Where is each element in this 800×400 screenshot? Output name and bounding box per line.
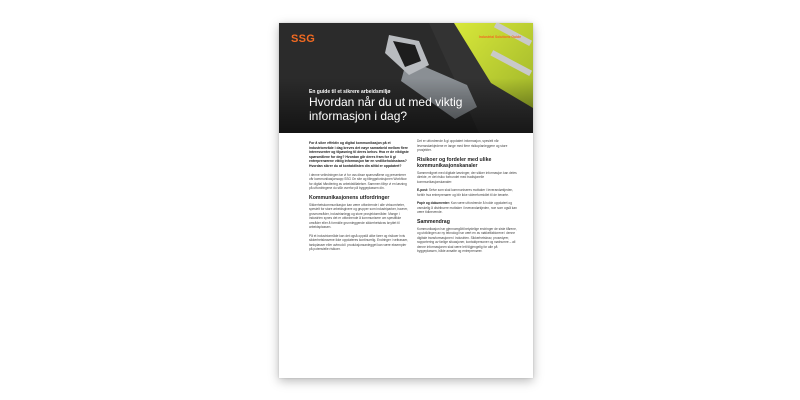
page-title: Hvordan når du ut med viktig informasjon i dag? [309,95,463,123]
challenges-paragraph-1: Sikkerhetskommunikasjon kan være utfordrende i alle virksomheter, spesielt for store arbeidsgivere og grupper som industriparker, havner, gruveområder, industrianlegg og store prosjektområder. Mange i industrien synes det er utfordrende å kommunisere om spesifikke områder eller å formidle grunnleggende sikkerhetskrav knyttet til arbeidsplassen. [309,202,408,230]
lead-paragraph: For å sikre effektiv og digital kommunikasjon på et industriområde i dag kreves det nøye samarbeid mellom flere interessenter og tilpasning til deres behov. Hva er de viktigste spørsmålene for deg? Hvordan går deres fram for å gi entreprenørene viktig informasjon før en vedlikeholdsstans? Hvordan sikrer du at kontaktlisten din alltid er oppdatert? [309,141,409,168]
right-column [417,139,517,258]
ssg-logo: SSG [291,33,316,45]
risks-paragraph: Sammenlignet med digitale løsninger, der sikker informasjon kan deles direkte, er det risiko forbundet med tradisjonelle kommunikasjonskanaler: [417,170,517,184]
section-heading-risks: Risikoer og fordeler med ulike kommunikasjonskanaler [417,156,492,169]
section-heading-summary: Sammendrag [417,218,450,225]
guide-badge: Industrial Solutions Guide [478,35,521,39]
summary-paragraph: Kommunikasjon har gjennomgått betydelige endringer de siste tiårene, og utviklingen av ny teknologi har vært en av nøkkelfaktorene i denne digitale transformasjonen i industrien. Sikkerhetskrav, prosedyrer, rapportering av farlige situasjoner, kontaktpersoner og nødnumre – all denne informasjonen skal være lett tilgjengelig for alle på byggeplassen, både ansatte og entreprenører. [417,226,517,253]
section-heading-challenges: Kommunikasjonens utfordringer [309,194,390,201]
left-column [309,141,409,256]
paper-label: Papir og dokumenter: [417,201,450,205]
kicker-text: En guide til et sikrere arbeidsmiljø [309,89,391,95]
document-page [279,23,533,378]
continuation-paragraph: Det er utfordrende å gi oppdatert informasjon, spesielt når leverandørkjedene er lange med flere risikoplanleggere og store prosjekter. [417,139,508,152]
challenges-paragraph-2: På et industriområde kan det også oppstå ulike farer og risikoer hvis sikkerhetskravene ikke oppdateres kontinuerlig. Endringer i veitrasser, tankplasser eller avbrudd i produksjonsanlegget kan være eksempler på potensielle risikoer. [309,233,408,252]
email-text: Selve som skal kommuniseres mottaker i leverandørkjeden, forblir hva entreprenører og blir ikke videreformidlet til de berørte. [417,188,514,197]
paper-item [417,201,517,215]
hero-banner [279,23,533,133]
intro-paragraph: I denne veiledningen tar vi for oss disse spørsmålene og presenterer vår kommunikasjonsapp SSG On site og tilleggsfunksjonen Workflow for digital håndtering av arbeidstillatelser. Sammen tilbyr vi en løsning på utfordringene du står overfor på byggeplassen din. [309,172,407,191]
paper-text: Kan være utfordrende å holde oppdatert og vanskelig å distribuere mottaker i leverandørkjeden, noe som også kan være tidkrevende. [417,201,517,214]
email-item [417,188,517,197]
email-label: E-post: [417,188,428,192]
